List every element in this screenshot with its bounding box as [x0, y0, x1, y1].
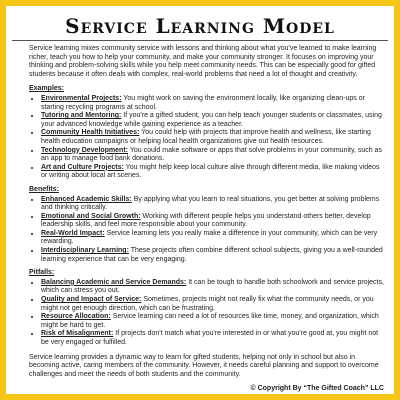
list-item: [41, 147, 384, 164]
item-text: You could make software or apps that solve problems in your community, such as an app to manage food bank donations.: [41, 146, 382, 163]
item-text: You might work on saving the environment locally, like organizing clean-ups or starting recycling programs at school.: [41, 94, 365, 111]
list-item: [41, 213, 384, 230]
item-term: Technology Development:: [41, 146, 128, 154]
list-item: [41, 95, 384, 112]
item-term: Interdisciplinary Learning:: [41, 247, 129, 255]
section-heading: Pitfalls:: [29, 269, 55, 277]
item-term: Environmental Projects:: [41, 94, 122, 102]
pitfalls-list: [29, 279, 384, 348]
intro-paragraph: Service learning mixes community service with lessons and thinking about what you've learned to make learning richer, teach you how to help your community, and make your community stronger. It focuses on improving your thinking and problem-solving skills while you help meet community needs. This can be especially good for gifted students because it often deals with complex, real-world problems that need a lot of thought and creativity.: [29, 45, 377, 78]
item-text: By applying what you learn to real situations, you get better at solving problems and thinking critically.: [41, 195, 380, 212]
item-term: Balancing Academic and Service Demands:: [41, 278, 187, 286]
item-text: You could help with projects that improve health and wellness, like starting health education campaigns or helping local health organizations give out health resources.: [41, 129, 371, 145]
list-item: [41, 247, 384, 264]
item-term: Art and Culture Projects:: [41, 163, 124, 171]
item-text: Working with different people helps you understand others better, develop leadership skills, and feel more responsible about your community.: [41, 212, 371, 229]
closing-paragraph: Service learning provides a dynamic way to learn for gifted students, helping not only in school but also in becoming active, caring members of the community. However, it needs careful planning and support to overcome challenges and meet the needs of both students and the community.: [29, 353, 379, 378]
copyright-notice: © Copyright By “The Gifted Coach” LLC: [250, 385, 384, 392]
list-item: [41, 129, 384, 146]
page-title: Service Learning Model: [65, 14, 335, 38]
item-text: It can be tough to handle both schoolwork and service projects, which can stress you out.: [41, 278, 384, 295]
section-heading: Benefits:: [29, 185, 59, 193]
item-text: These projects often combine different school subjects, giving you a well-rounded learning experience that can be very engaging.: [41, 247, 383, 263]
item-text: Service learning lets you really make a difference in your community, which can be very rewarding.: [41, 229, 378, 246]
list-item: [41, 313, 384, 330]
item-term: Resource Allocation:: [41, 313, 111, 321]
section-examples: [29, 85, 384, 181]
item-term: Real-World Impact:: [41, 229, 105, 237]
section-heading: Examples:: [29, 85, 65, 93]
list-item: [41, 112, 384, 129]
section-pitfalls: [29, 269, 384, 347]
list-item: [41, 230, 384, 247]
benefits-list: [29, 196, 384, 265]
title-divider: [12, 40, 388, 41]
item-term: Emotional and Social Growth:: [41, 212, 141, 220]
item-text: Sometimes, projects might not really fix what the community needs, or you might not get enough direction, which can be frustrating.: [41, 296, 374, 312]
item-text: If you're a gifted student, you can help teach younger students or classmates, using your advanced knowledge while gaining experience as a teacher.: [41, 112, 382, 128]
list-item: [41, 296, 384, 313]
section-benefits: [29, 186, 384, 264]
list-item: [41, 164, 384, 181]
list-item: [41, 196, 384, 213]
item-text: Service learning can need a lot of resources like time, money, and organization, which might be hard to get.: [41, 313, 379, 329]
item-term: Community Health Initiatives:: [41, 129, 140, 137]
item-text: If projects don't match what you're interested in or what you're good at, you might not be very engaged or fulfilled.: [41, 330, 379, 346]
examples-list: [29, 95, 384, 181]
list-item: [41, 330, 384, 347]
item-term: Quality and Impact of Service:: [41, 296, 142, 304]
item-term: Enhanced Academic Skills:: [41, 195, 132, 203]
list-item: [41, 279, 384, 296]
item-term: Tutoring and Mentoring:: [41, 112, 122, 120]
item-term: Risk of Misalignment:: [41, 330, 114, 338]
document-body: [6, 45, 394, 379]
item-text: You might help keep local culture alive through different media, like making videos or writing about local art scenes.: [41, 163, 380, 180]
